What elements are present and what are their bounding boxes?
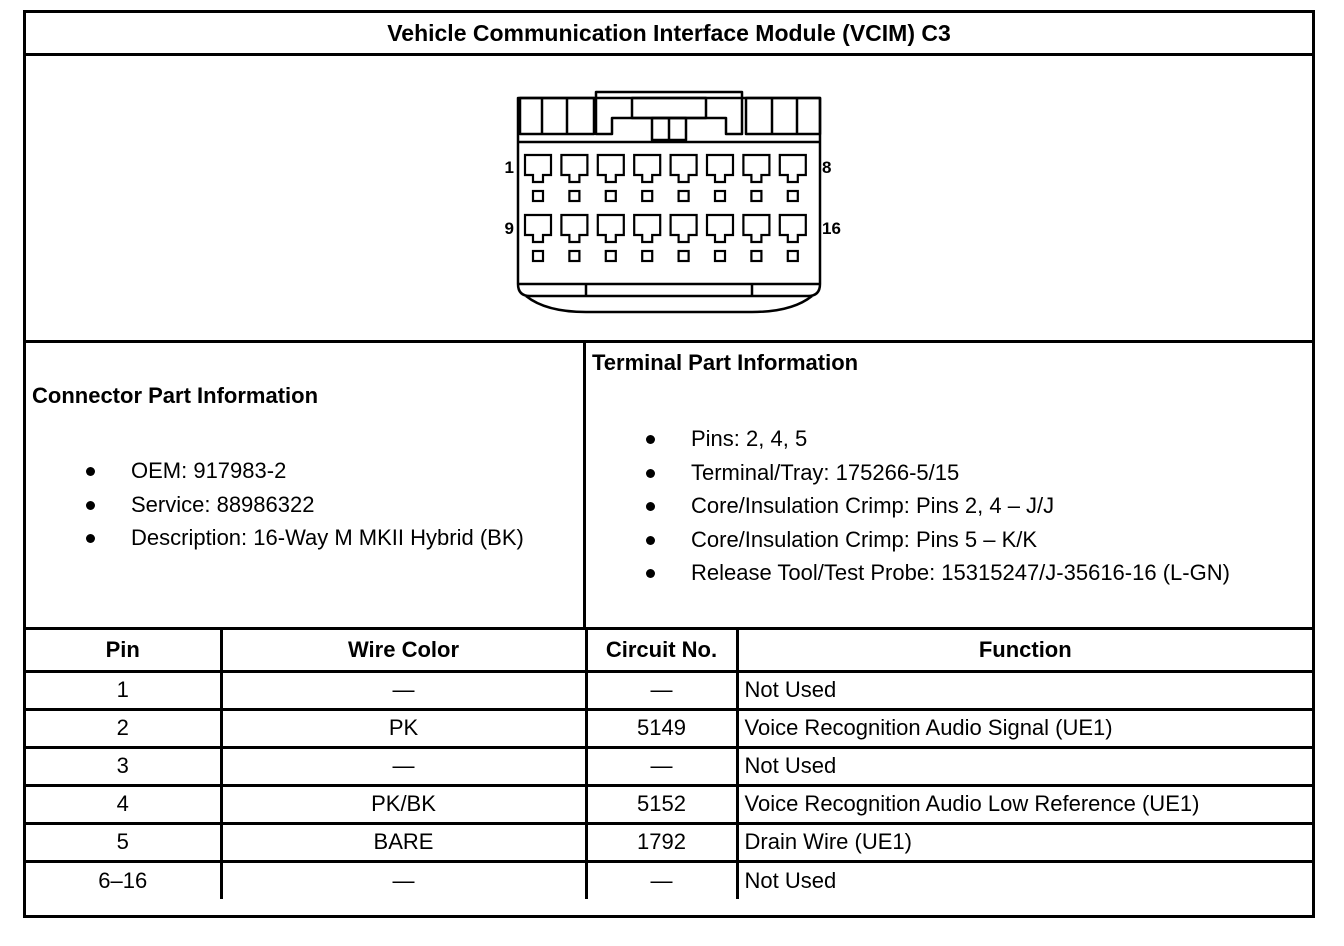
header-function: Function bbox=[737, 630, 1312, 671]
pin-lock-window-2 bbox=[569, 191, 579, 201]
list-item: Terminal/Tray: 175266-5/15 bbox=[586, 456, 1230, 490]
pin-cavity-6 bbox=[707, 155, 733, 182]
table-row bbox=[26, 861, 1312, 899]
cell-function: Voice Recognition Audio Signal (UE1) bbox=[737, 709, 1312, 747]
pin-cavity-15 bbox=[743, 215, 769, 242]
pin-label-8: 8 bbox=[822, 158, 832, 177]
connector-part-info bbox=[26, 343, 586, 627]
pin-cavity-8 bbox=[780, 155, 806, 182]
pin-cavity-12 bbox=[634, 215, 660, 242]
pin-lock-window-15 bbox=[751, 251, 761, 261]
left-latch bbox=[520, 98, 594, 134]
table-row bbox=[26, 671, 1312, 709]
bullet-icon bbox=[646, 502, 655, 511]
cell-pin: 2 bbox=[26, 709, 221, 747]
pin-cavity-1 bbox=[525, 155, 551, 182]
list-item: Core/Insulation Crimp: Pins 5 – K/K bbox=[586, 523, 1230, 557]
pin-cavity-10 bbox=[561, 215, 587, 242]
terminal-info-list bbox=[586, 422, 1230, 590]
cell-pin: 4 bbox=[26, 785, 221, 823]
pin-lock-window-5 bbox=[679, 191, 689, 201]
pin-lock-window-1 bbox=[533, 191, 543, 201]
bullet-icon bbox=[646, 536, 655, 545]
pin-lock-window-7 bbox=[751, 191, 761, 201]
cell-circuit-no: 5149 bbox=[586, 709, 737, 747]
list-item: Description: 16-Way M MKII Hybrid (BK) bbox=[26, 521, 524, 555]
pin-label-1: 1 bbox=[504, 158, 514, 177]
cell-function: Not Used bbox=[737, 671, 1312, 709]
terminal-info-heading: Terminal Part Information bbox=[592, 350, 859, 375]
pin-cavity-11 bbox=[598, 215, 624, 242]
bullet-icon bbox=[646, 469, 655, 478]
pin-cavity-2 bbox=[561, 155, 587, 182]
pin-table bbox=[26, 630, 1312, 899]
cell-pin: 3 bbox=[26, 747, 221, 785]
pin-lock-window-12 bbox=[642, 251, 652, 261]
connector-diagram-panel bbox=[26, 56, 1312, 343]
pin-cavity-3 bbox=[598, 155, 624, 182]
bullet-icon bbox=[86, 467, 95, 476]
list-item: OEM: 917983-2 bbox=[26, 454, 524, 488]
pin-lock-window-16 bbox=[788, 251, 798, 261]
connector-info-list bbox=[26, 454, 524, 555]
terminal-part-info bbox=[586, 343, 1312, 627]
part-info-panel bbox=[26, 343, 1312, 630]
table-row bbox=[26, 709, 1312, 747]
page-title: Vehicle Communication Interface Module (VCIM) C3 bbox=[26, 13, 1312, 56]
header-circuit-no: Circuit No. bbox=[586, 630, 737, 671]
pin-cavity-14 bbox=[707, 215, 733, 242]
pin-cavity-13 bbox=[671, 215, 697, 242]
table-row bbox=[26, 785, 1312, 823]
cell-circuit-no: 1792 bbox=[586, 823, 737, 861]
cell-wire-color: BARE bbox=[221, 823, 586, 861]
pin-lock-window-6 bbox=[715, 191, 725, 201]
cell-pin: 5 bbox=[26, 823, 221, 861]
connector-info-heading: Connector Part Information bbox=[32, 383, 319, 408]
bullet-icon bbox=[86, 534, 95, 543]
list-item: Release Tool/Test Probe: 15315247/J-35616-16 (L-GN) bbox=[586, 556, 1230, 590]
pin-cavity-9 bbox=[525, 215, 551, 242]
cell-pin: 1 bbox=[26, 671, 221, 709]
table-header-row bbox=[26, 630, 1312, 671]
cell-function: Not Used bbox=[737, 747, 1312, 785]
bullet-icon bbox=[646, 435, 655, 444]
cell-circuit-no: — bbox=[586, 671, 737, 709]
cell-circuit-no: 5152 bbox=[586, 785, 737, 823]
bullet-icon bbox=[646, 569, 655, 578]
cell-wire-color: PK/BK bbox=[221, 785, 586, 823]
pin-cavity-16 bbox=[780, 215, 806, 242]
pin-lock-window-11 bbox=[606, 251, 616, 261]
pin-lock-window-9 bbox=[533, 251, 543, 261]
pin-lock-window-3 bbox=[606, 191, 616, 201]
cell-wire-color: PK bbox=[221, 709, 586, 747]
list-item: Service: 88986322 bbox=[26, 488, 524, 522]
pin-cavity-7 bbox=[743, 155, 769, 182]
cell-pin: 6–16 bbox=[26, 861, 221, 899]
pin-label-9: 9 bbox=[504, 219, 514, 238]
header-pin: Pin bbox=[26, 630, 221, 671]
cell-wire-color: — bbox=[221, 861, 586, 899]
pin-cavity-5 bbox=[671, 155, 697, 182]
right-latch bbox=[746, 98, 820, 134]
connector-sheet bbox=[23, 10, 1315, 918]
list-item: Core/Insulation Crimp: Pins 2, 4 – J/J bbox=[586, 489, 1230, 523]
pin-lock-window-14 bbox=[715, 251, 725, 261]
table-row bbox=[26, 747, 1312, 785]
cell-wire-color: — bbox=[221, 671, 586, 709]
pin-lock-window-8 bbox=[788, 191, 798, 201]
pin-lock-window-10 bbox=[569, 251, 579, 261]
table-row bbox=[26, 823, 1312, 861]
pin-cavity-4 bbox=[634, 155, 660, 182]
list-item: Pins: 2, 4, 5 bbox=[586, 422, 1230, 456]
cell-function: Not Used bbox=[744, 867, 837, 893]
header-wire-color: Wire Color bbox=[221, 630, 586, 671]
cell-function: Drain Wire (UE1) bbox=[737, 823, 1312, 861]
connector-skirt bbox=[526, 296, 812, 312]
pin-label-16: 16 bbox=[822, 219, 841, 238]
pin-lock-window-13 bbox=[679, 251, 689, 261]
connector-face-diagram bbox=[26, 56, 1312, 340]
pin-lock-window-4 bbox=[642, 191, 652, 201]
bullet-icon bbox=[86, 501, 95, 510]
cell-wire-color: — bbox=[221, 747, 586, 785]
cell-circuit-no: — bbox=[586, 861, 737, 899]
cell-circuit-no: — bbox=[586, 747, 737, 785]
cell-function: Voice Recognition Audio Low Reference (UE1) bbox=[737, 785, 1312, 823]
